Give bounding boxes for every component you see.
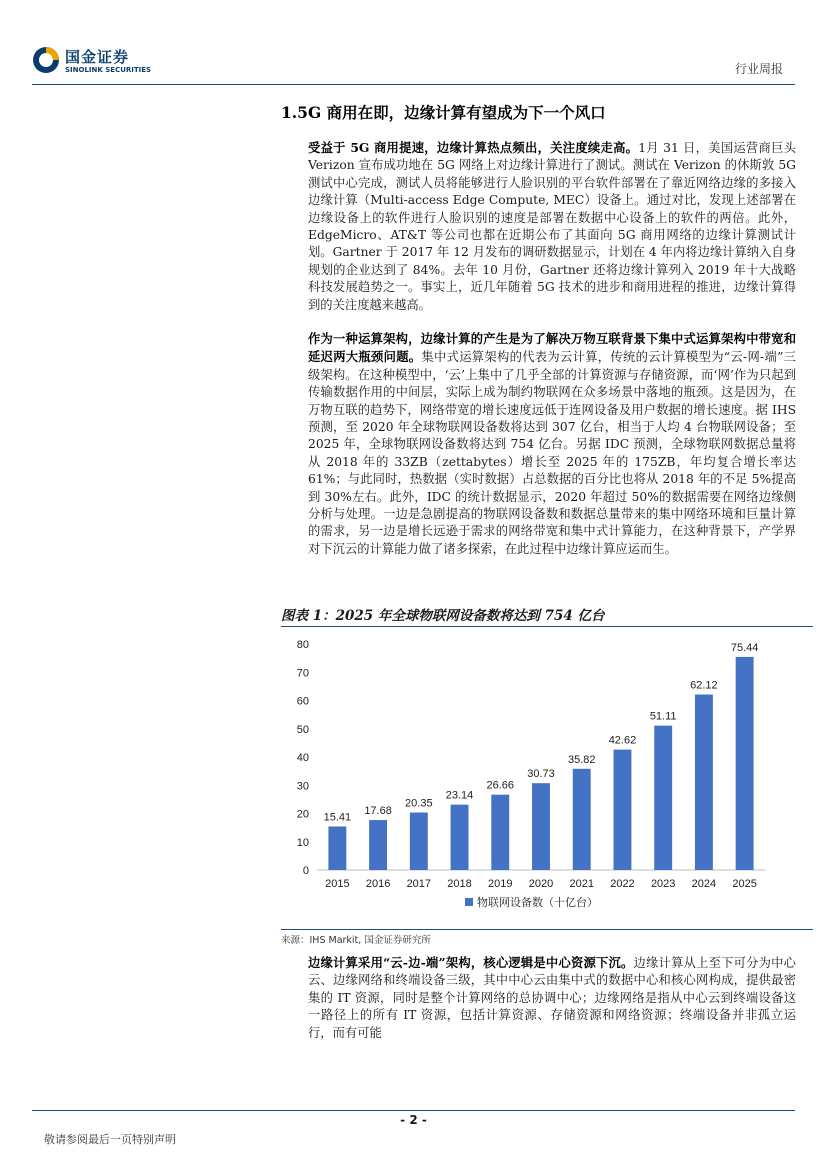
- bar: [410, 813, 428, 870]
- figure-title-bar: [281, 604, 813, 627]
- x-tick-label: 2018: [447, 878, 472, 890]
- data-label: 23.14: [445, 789, 474, 802]
- data-label: 35.82: [567, 753, 596, 766]
- x-tick-label: 2015: [325, 878, 350, 890]
- y-tick-label: 10: [296, 836, 309, 849]
- x-tick-label: 2023: [650, 878, 676, 890]
- x-tick-label: 2024: [691, 878, 717, 890]
- y-tick-label: 60: [296, 695, 309, 708]
- paragraph-computing-architecture: [308, 330, 796, 558]
- figure-bottom-divider: [281, 929, 813, 930]
- bar: [654, 726, 672, 870]
- bar: [328, 826, 346, 870]
- data-label: 17.68: [364, 805, 392, 818]
- paragraph-cloud-edge-architecture: [308, 954, 796, 1042]
- y-tick-label: 40: [296, 752, 309, 764]
- data-label: 42.62: [608, 734, 637, 747]
- iot-devices-chart: [281, 626, 813, 930]
- logo-chinese-name: 国金证券: [65, 48, 130, 66]
- bar: [532, 783, 550, 870]
- figure-source: 来源：IHS Markit, 国金证券研究所: [281, 935, 431, 946]
- figure-title: 图表 1：2025 年全球物联网设备数将达到 754 亿台: [281, 608, 605, 624]
- data-label: 26.66: [486, 779, 515, 792]
- x-tick-label: 2016: [365, 878, 391, 890]
- data-label: 75.44: [730, 641, 759, 654]
- x-tick-label: 2020: [528, 878, 554, 890]
- x-tick-label: 2017: [406, 878, 432, 890]
- paragraph-body: 1月 31 日，美国运营商巨头 Verizon 宣布成功地在 5G 网络上对边缘计算进行了测试。测试在 Verizon 的休斯敦 5G 测试中心完成，测试人员将能够进行人脸识别的平台软件部署在了靠近网络边缘的多接入边缘计算（Multi-access Edge Compute, MEC）设备上。通过对比，发现上述部署在边缘设备上的软件进行人脸识别的速度是部署在数据中心设备上的软件的两倍。此外，EdgeMicro、AT&T 等公司也都在近期公布了其面向 5G 商用网络的边缘计算测试计划。Gartner 于 2017 年 12 月发布的调研数据显示，计划在 4 年内将边缘计算纳入自身规划的企业达到了 84%。去年 10 月份，Gartner 还将边缘计算列入 2019 年十大战略科技发展趋势之一。事实上，近几年随着 5G 技术的进步和商用进程的推进，边缘计算得到的关注度越来越高。: [308, 141, 796, 312]
- y-tick-label: 50: [296, 723, 309, 736]
- paragraph-body: 集中式运算架构的代表为云计算，传统的云计算模型为“云-网-端”三级架构。在这种模型中，‘云’上集中了几乎全部的计算资源与存储资源，而‘网’作为只起到传输数据作用的中间层，实际上成为制约物联网在众多场景中落地的瓶颈。这是因为，在万物互联的趋势下，网络带宽的增长速度远低于连网设备及用户数据的增长速度。据 IHS 预测，至 2020 年全球物联网设备数将达到 307 亿台，相当于人均 4 台物联网设备；至 2025 年，全球物联网设备数将达到 754 亿台。另据 IDC 预测，全球物联网数据总量将从 2018 年的 33ZB（zettabytes）增长至 2025 年的 175ZB，年均复合增长率达 61%；与此同时，热数据（实时数据）占总数据的百分比也将从 2018 年的不足 5%提高到 30%左右。此外，IDC 的统计数据显示，2020 年超过 50%的数据需要在网络边缘侧分析与处理。一边是急剧提高的物联网设备数和数据总量带来的集中网络环境和巨量计算的需求，另一边是增长远逊于需求的网络带宽和集中式计算能力，在这种背景下，产学界对下沉云的计算能力做了诸多探索，在此过程中边缘计算应运而生。: [308, 350, 796, 556]
- data-label: 20.35: [405, 797, 433, 810]
- bar: [573, 769, 591, 870]
- bar: [695, 695, 713, 870]
- footer-disclaimer: 敬请参阅最后一页特别声明: [44, 1133, 176, 1146]
- legend-label: 物联网设备数（十亿台）: [477, 897, 598, 909]
- paragraph-body: 边缘计算从上至下可分为中心云、边缘网络和终端设备三级，其中中心云由集中式的数据中心和核心网构成，提供最密集的 IT 资源，同时是整个计算网络的总协调中心；边缘网络是指从中心云到终端设备这一路径上的所有 IT 资源，包括计算资源、存储资源和网络资源；终端设备并非孤立运行，而有可能: [308, 956, 796, 1040]
- header-divider: [32, 84, 795, 85]
- section-title: 1.5G 商用在即，边缘计算有望成为下一个风口: [281, 103, 606, 122]
- legend-swatch: [465, 898, 473, 906]
- paragraph-lead: 受益于 5G 商用提速，边缘计算热点频出，关注度续走高。: [308, 140, 639, 155]
- bar-chart: [281, 626, 813, 930]
- company-logo: [32, 44, 162, 80]
- bar: [736, 657, 754, 870]
- footer-divider: [32, 1110, 795, 1111]
- sinolink-logo-icon: [32, 46, 60, 74]
- x-tick-label: 2021: [569, 878, 594, 890]
- y-tick-label: 20: [296, 808, 309, 821]
- y-tick-label: 80: [296, 639, 309, 651]
- page-number: - 2 -: [400, 1113, 427, 1127]
- x-tick-label: 2025: [732, 878, 757, 890]
- bar: [451, 805, 469, 870]
- data-label: 30.73: [527, 768, 555, 781]
- bar: [491, 795, 509, 870]
- y-tick-label: 0: [302, 865, 309, 877]
- data-label: 62.12: [690, 679, 718, 692]
- data-label: 15.41: [323, 811, 352, 824]
- paragraph-edge-computing-hotspots: [308, 139, 796, 314]
- y-tick-label: 70: [296, 667, 309, 680]
- paragraph-lead: 边缘计算采用“云-边-端”架构，核心逻辑是中心资源下沉。: [308, 955, 634, 970]
- x-tick-label: 2019: [488, 878, 513, 890]
- data-label: 51.11: [649, 710, 677, 723]
- x-tick-label: 2022: [610, 878, 635, 890]
- bar: [369, 820, 387, 870]
- paragraph-lead: 作为一种运算架构，边缘计算的产生是为了解决万物互联背景下集中式运算架构中带宽和延迟两大瓶颈问题。: [308, 331, 796, 365]
- y-tick-label: 30: [296, 780, 309, 793]
- bar: [613, 750, 631, 870]
- logo-english-name: SINOLINK SECURITIES: [65, 66, 152, 74]
- report-type-label: 行业周报: [734, 62, 783, 76]
